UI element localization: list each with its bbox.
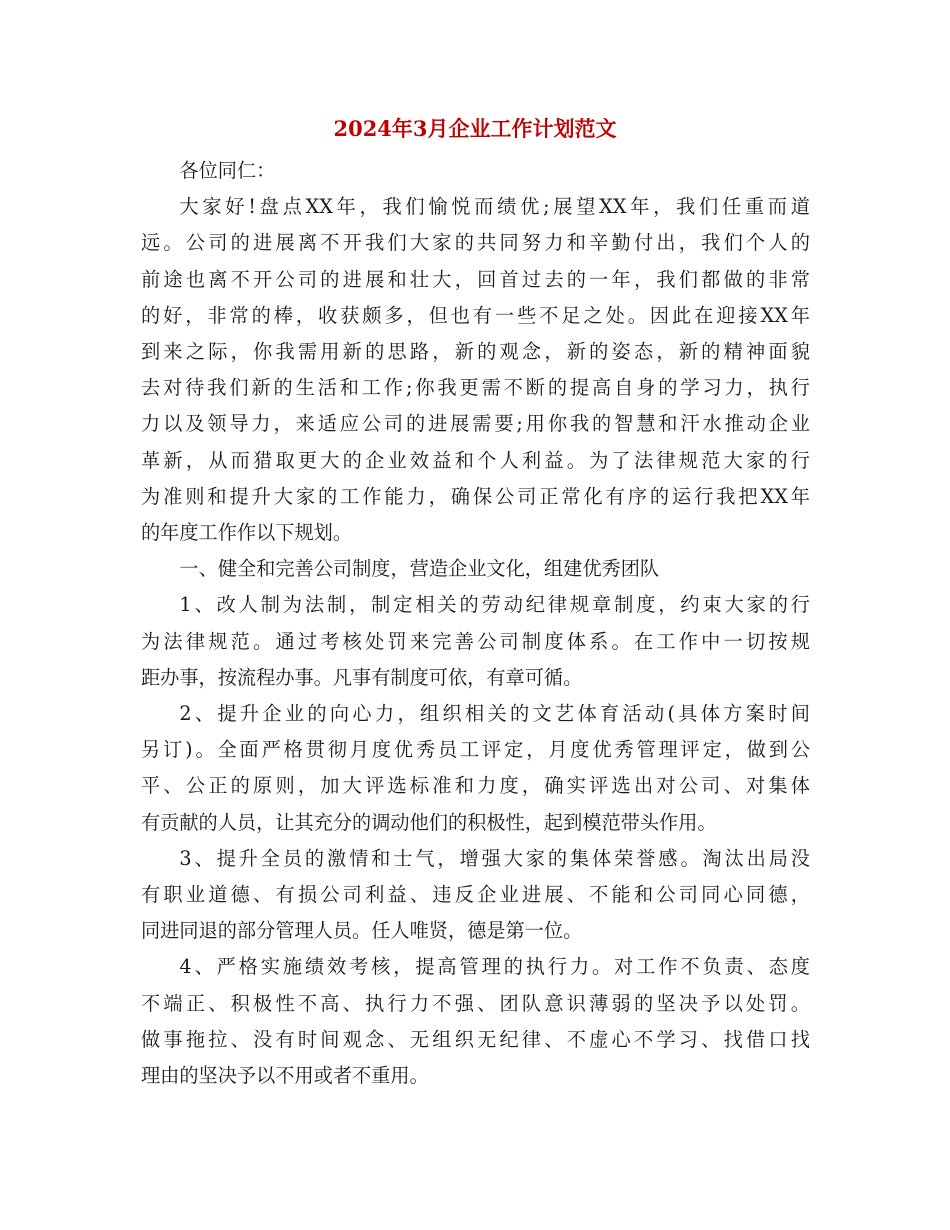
paragraph (141, 949, 810, 1094)
paragraph-line: 各位同仁： (179, 159, 276, 182)
paragraph-line: 距办事，按流程办事。凡事有制度可依，有章可循。 (141, 665, 583, 689)
document-title: 2024年3月企业工作计划范文 (333, 116, 617, 141)
paragraph (141, 551, 810, 587)
paragraph (141, 189, 810, 551)
document-body (141, 153, 810, 1094)
paragraph-line: 不端正、积极性不高、执行力不强、团队意识薄弱的坚决予以处罚。 (141, 991, 810, 1015)
paragraph-line: 革新，从而猎取更大的企业效益和个人利益。为了法律规范大家的行 (141, 448, 810, 472)
paragraph-line: 4、严格实施绩效考核，提高管理的执行力。对工作不负责、态度 (179, 955, 810, 979)
paragraph-line: 同进同退的部分管理人员。任人唯贤，德是第一位。 (141, 919, 583, 943)
paragraph-line: 大家好!盘点XX年，我们愉悦而绩优;展望XX年，我们任重而道 (179, 195, 810, 219)
paragraph-line: 有贡献的人员，让其充分的调动他们的积极性，起到模范带头作用。 (141, 810, 717, 834)
paragraph-line: 平、公正的原则，加大评选标准和力度，确实评选出对公司、对集体 (141, 774, 810, 798)
paragraph (141, 696, 810, 841)
paragraph-line: 力以及领导力，来适应公司的进展需要;用你我的智慧和汗水推动企业 (141, 412, 810, 436)
paragraph-line: 理由的坚决予以不用或者不重用。 (141, 1064, 429, 1088)
paragraph-line: 的好，非常的棒，收获颇多，但也有一些不足之处。因此在迎接XX年 (141, 303, 810, 327)
paragraph (141, 841, 810, 950)
paragraph-line: 做事拖拉、没有时间观念、无组织无纪律、不虚心不学习、找借口找 (141, 1027, 810, 1051)
paragraph (141, 587, 810, 696)
paragraph-line: 1、改人制为法制，制定相关的劳动纪律规章制度，约束大家的行 (179, 593, 810, 617)
paragraph-line: 一、健全和完善公司制度，营造企业文化，组建优秀团队 (179, 557, 660, 581)
paragraph (141, 153, 810, 189)
paragraph-line: 为准则和提升大家的工作能力，确保公司正常化有序的运行我把XX年 (141, 484, 810, 508)
paragraph-line: 去对待我们新的生活和工作;你我更需不断的提高自身的学习力，执行 (141, 376, 810, 400)
paragraph-line: 前途也离不开公司的进展和壮大，回首过去的一年，我们都做的非常 (141, 267, 810, 291)
paragraph-line: 2、提升企业的向心力，组织相关的文艺体育活动(具体方案时间 (179, 702, 810, 726)
paragraph-line: 远。公司的进展离不开我们大家的共同努力和辛勤付出，我们个人的 (141, 231, 810, 255)
paragraph-line: 为法律规范。通过考核处罚来完善公司制度体系。在工作中一切按规 (141, 629, 810, 653)
paragraph-line: 另订)。全面严格贯彻月度优秀员工评定，月度优秀管理评定，做到公 (141, 738, 810, 762)
paragraph-line: 有职业道德、有损公司利益、违反企业进展、不能和公司同心同德， (141, 883, 810, 907)
paragraph-line: 3、提升全员的激情和士气，增强大家的集体荣誉感。淘汰出局没 (179, 846, 810, 870)
paragraph-line: 的年度工作作以下规划。 (141, 521, 353, 545)
paragraph-line: 到来之际，你我需用新的思路，新的观念，新的姿态，新的精神面貌 (141, 340, 810, 364)
